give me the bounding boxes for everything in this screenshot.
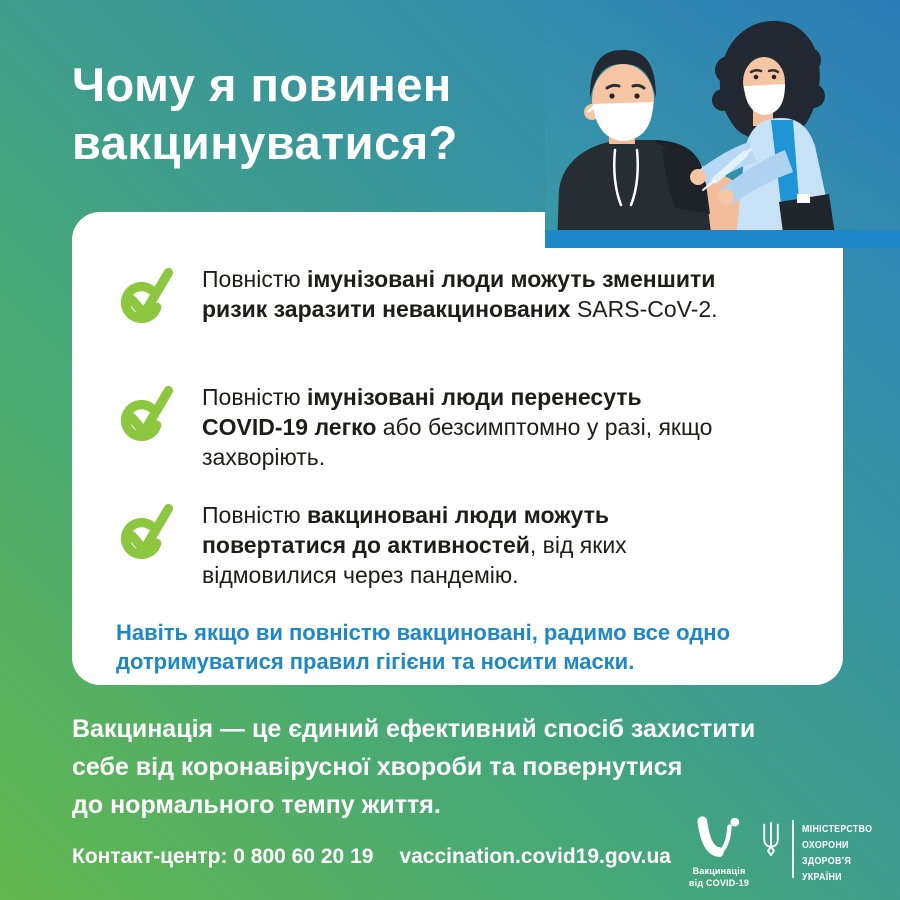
ministry-line2: ОХОРОНИ <box>802 839 849 851</box>
bullet-1-bold: імунізовані люди можуть зменшити ризик заразити невакцинованих <box>202 266 716 322</box>
bullet-3-pre: Повністю <box>202 502 308 528</box>
ministry-line1: МІНІСТЕРСТВО <box>802 823 873 835</box>
vaccination-logo-caption <box>686 865 752 889</box>
logo-block <box>686 816 886 889</box>
page-title-line2: вакцинуватися? <box>72 116 458 169</box>
footer-message-line1: Вакцинація — це єдиний ефективний спосіб захистити <box>72 715 756 743</box>
bullet-3-post: , від яких відмовилися через пандемію. <box>202 532 627 588</box>
bullet-1-post: SARS-CoV-2. <box>570 296 718 322</box>
vaccination-logo <box>686 816 752 889</box>
ministry-line3: ЗДОРОВ’Я <box>802 855 852 867</box>
bullet-1-pre: Повністю <box>202 266 308 292</box>
vaccination-illustration <box>545 0 900 248</box>
ministry-line4: УКРАЇНИ <box>802 871 842 883</box>
bullet-text-2 <box>202 382 726 472</box>
footer-message-line3: до нормального темпу життя. <box>72 791 441 819</box>
bullet-item-1 <box>116 264 803 358</box>
contact-center-label: Контакт-центр: 0 800 60 20 19 <box>72 845 374 868</box>
vaccination-v-icon <box>696 816 742 860</box>
bullet-text-1 <box>202 264 726 324</box>
vaccination-caption-line1: Вакцинація <box>692 866 746 876</box>
ministry-logo-text <box>802 821 872 885</box>
contact-row <box>72 845 671 869</box>
table-bar <box>545 230 900 248</box>
bullet-2-post: або безсимптомно у разі, якщо захворіють. <box>202 414 713 470</box>
vaccination-caption-line2: від COVID-19 <box>688 878 750 888</box>
bullet-item-2 <box>116 382 803 476</box>
check-icon <box>116 264 174 328</box>
benefits-card <box>72 212 843 685</box>
bullet-2-pre: Повністю <box>202 384 308 410</box>
bullet-text-3 <box>202 500 726 590</box>
footer-message-line2: себе від коронавірусної хвороби та повернутися <box>72 753 683 781</box>
trident-icon <box>760 820 782 858</box>
bullet-3-bold: вакциновані люди можуть повертатися до активностей <box>202 502 610 558</box>
page-title <box>72 56 458 172</box>
check-icon <box>116 382 174 446</box>
logo-divider <box>792 820 794 878</box>
footer-message <box>72 710 755 824</box>
vaccination-illustration-svg <box>545 0 900 248</box>
page-title-line1: Чому я повинен <box>72 58 452 111</box>
check-icon <box>116 500 174 564</box>
bullet-2-bold: імунізовані люди перенесуть COVID-19 легко <box>202 384 642 440</box>
hygiene-note: Навіть якщо ви повністю вакциновані, радимо все одно дотримуватися правил гігієни та носити маски. <box>116 620 731 674</box>
bullet-item-3 <box>116 500 803 594</box>
website-url: vaccination.covid19.gov.ua <box>399 845 671 868</box>
